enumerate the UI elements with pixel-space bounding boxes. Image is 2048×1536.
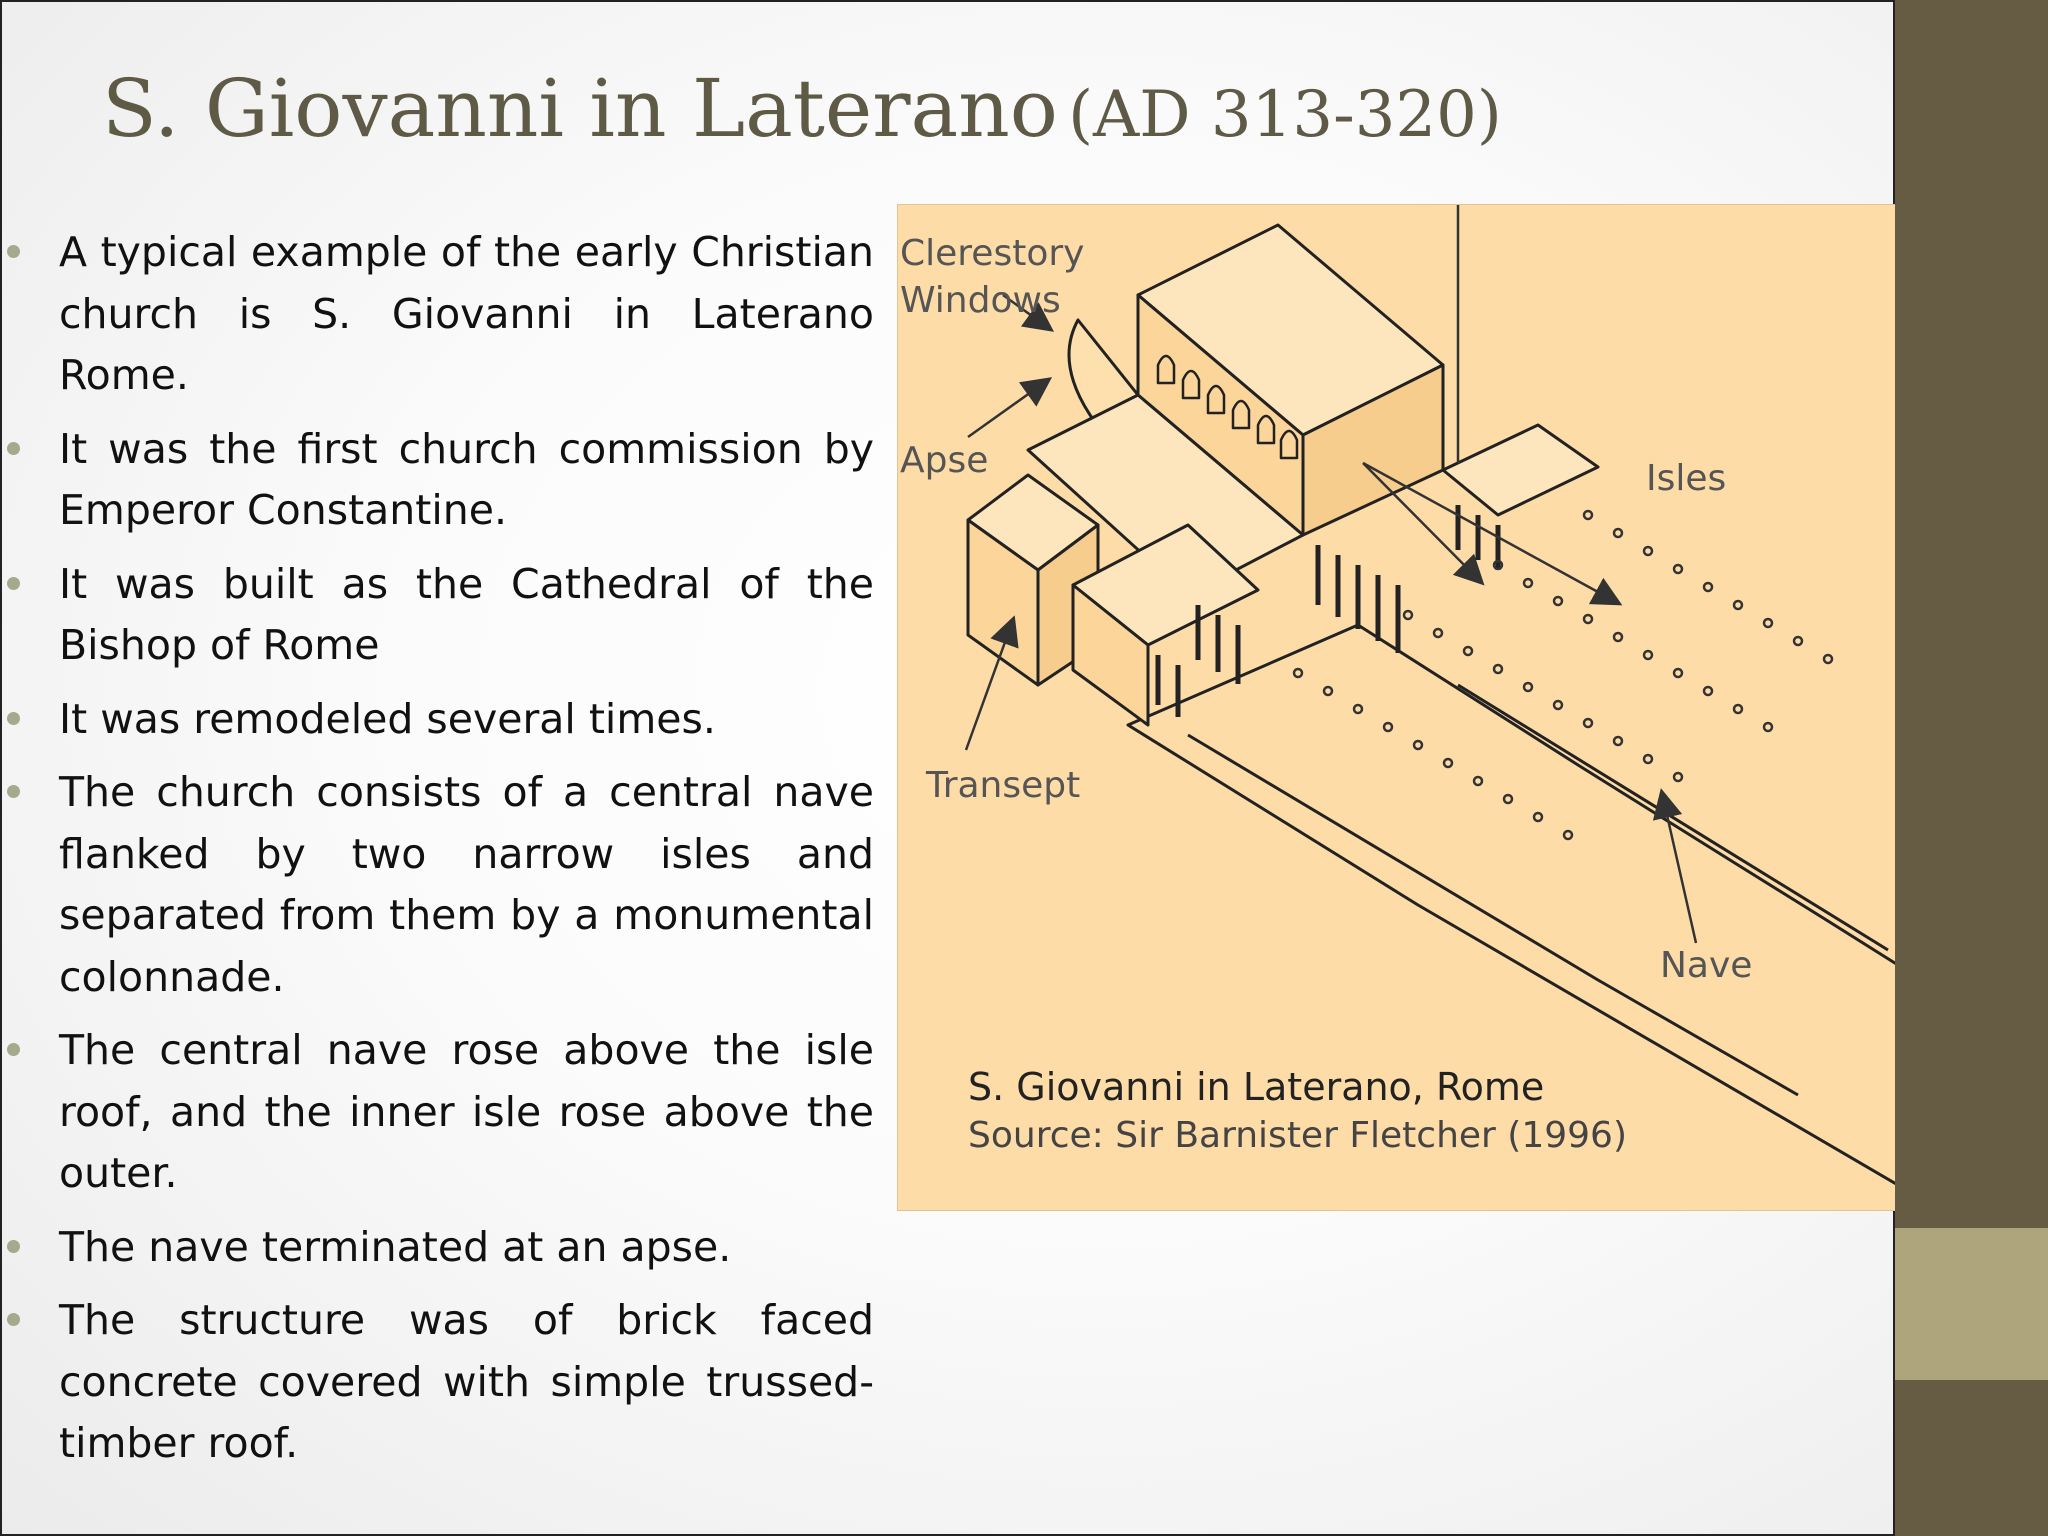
bullet-text: It was built as the Cathedral of the Bishop of Rome: [59, 559, 874, 669]
bullet-text: It was the first church commission by Emperor Constantine.: [59, 424, 874, 534]
bullet-text: A typical example of the early Christian church is S. Giovanni in Laterano Rome.: [59, 228, 874, 399]
bullet-item: [2, 419, 874, 542]
basilica-isometric-drawing: [898, 205, 1897, 1211]
bullet-dot-icon: [7, 245, 20, 258]
bullet-text: It was remodeled several times.: [59, 694, 716, 743]
bullet-item: [2, 1217, 874, 1279]
bullet-text: The central nave rose above the isle roof, and the inner isle rose above the outer.: [59, 1026, 874, 1197]
bullet-item: [2, 554, 874, 677]
bullet-dot-icon: [7, 1043, 20, 1056]
bullet-dot-icon: [7, 1240, 20, 1253]
figure-caption: S. Giovanni in Laterano, Rome: [968, 1065, 1545, 1109]
bullet-dot-icon: [7, 712, 20, 725]
bullet-text: The nave terminated at an apse.: [59, 1222, 732, 1271]
bullet-list: [2, 222, 874, 1487]
title-date: (AD 313-320): [1068, 78, 1502, 152]
label-isles: Isles: [1646, 458, 1727, 499]
slide-title: [102, 62, 1502, 155]
bullet-item: [2, 222, 874, 407]
label-transept: Transept: [926, 765, 1081, 806]
title-main: S. Giovanni in Laterano: [102, 62, 1058, 155]
bullet-dot-icon: [7, 442, 20, 455]
church-diagram-figure: [897, 204, 1897, 1211]
bullet-item: [2, 762, 874, 1008]
bullet-text: The church consists of a central nave flanked by two narrow isles and separated from them by a monumental colonnade.: [59, 768, 874, 1001]
figure-source: Source: Sir Barnister Fletcher (1996): [968, 1115, 1628, 1156]
label-clerestory: Clerestory: [900, 233, 1085, 274]
label-apse: Apse: [900, 440, 989, 481]
bullet-item: [2, 1020, 874, 1205]
bullet-text: The structure was of brick faced concrete covered with simple trussed-timber roof.: [59, 1296, 874, 1467]
label-nave: Nave: [1660, 945, 1753, 986]
bullet-dot-icon: [7, 785, 20, 798]
bullet-dot-icon: [7, 1313, 20, 1326]
bullet-dot-icon: [7, 577, 20, 590]
decorative-side-accent: [1895, 1228, 2048, 1380]
label-windows: Windows: [900, 280, 1061, 321]
bullet-item: [2, 1290, 874, 1475]
bullet-item: [2, 689, 874, 751]
